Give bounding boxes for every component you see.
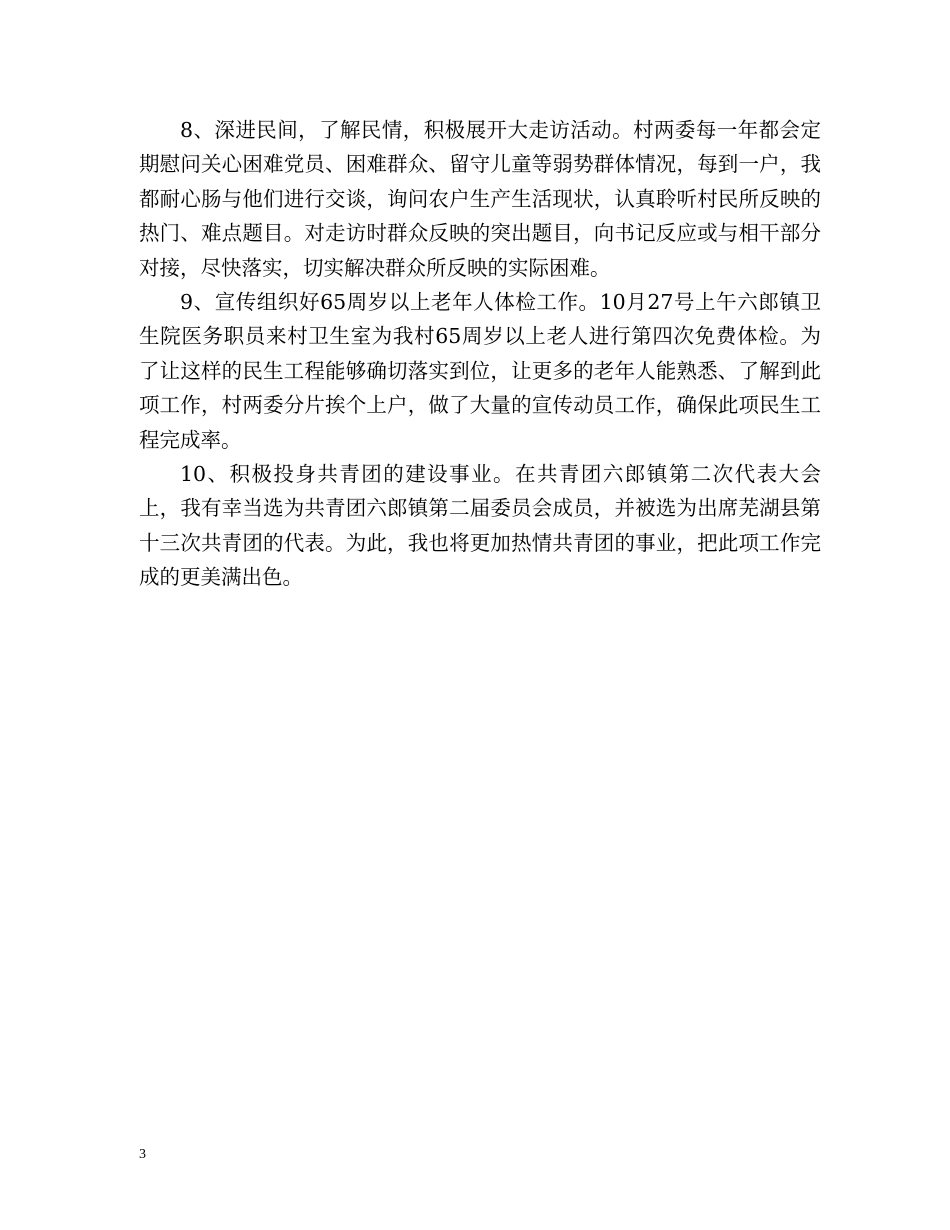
document-body (139, 113, 821, 595)
paragraph-9-health-check: 9、宣传组织好65周岁以上老年人体检工作。10月27号上午六郎镇卫生院医务职员来村卫生室为我村65周岁以上老人进行第四次免费体检。为了让这样的民生工程能够确切落实到位，让更多的老年人能熟悉、了解到此项工作，村两委分片挨个上户，做了大量的宣传动员工作，确保此项民生工程完成率。 (139, 290, 821, 452)
paragraph-8-visit-activity: 8、深进民间，了解民情，积极展开大走访活动。村两委每一年都会定期慰问关心困难党员、困难群众、留守儿童等弱势群体情况，每到一户，我都耐心肠与他们进行交谈，询问农户生产生活现状，认真聆听村民所反映的热门、难点题目。对走访时群众反映的突出题目，向书记反应或与相干部分对接，尽快落实，切实解决群众所反映的实际困难。 (139, 118, 821, 280)
page-number: 3 (139, 1147, 146, 1162)
paragraph-10-youth-league: 10、积极投身共青团的建设事业。在共青团六郎镇第二次代表大会上，我有幸当选为共青团六郎镇第二届委员会成员，并被选为出席芜湖县第十三次共青团的代表。为此，我也将更加热情共青团的事业，把此项工作完成的更美满出色。 (139, 462, 821, 590)
